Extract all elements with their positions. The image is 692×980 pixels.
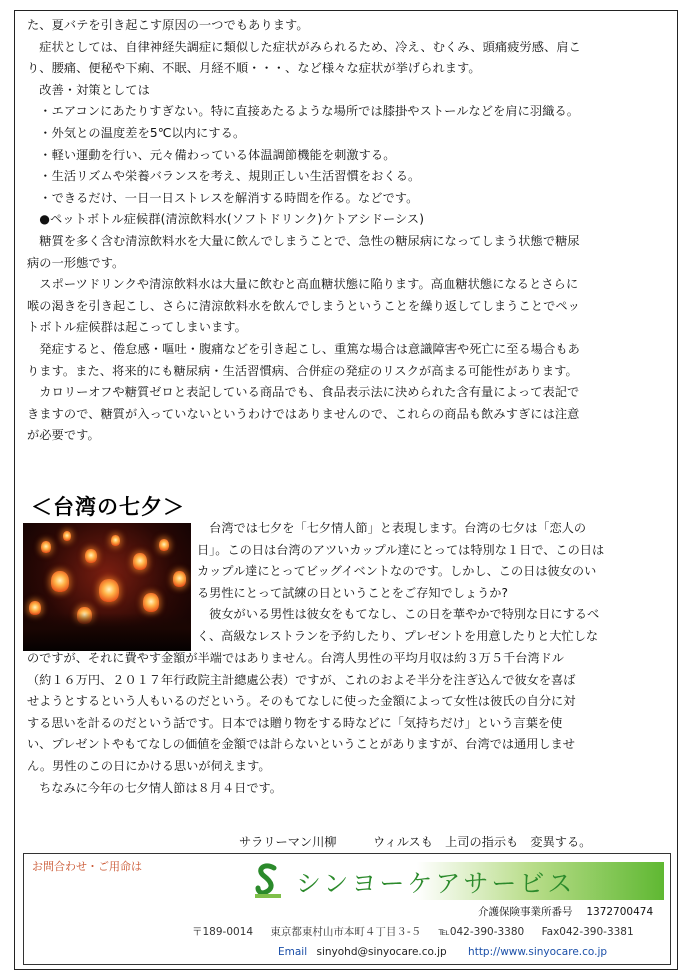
lantern-icon	[99, 579, 119, 602]
email-link[interactable]: sinyohd@sinyocare.co.jp	[316, 946, 447, 958]
paragraph-line: た、夏バテを引き起こす原因の一つでもあります。	[27, 18, 309, 32]
paragraph-line: ・できるだけ、一日一日ストレスを解消する時間を作る。などです。	[27, 190, 419, 205]
section-heading-taiwan-tanabata: ＜台湾の七夕＞	[31, 495, 185, 519]
paragraph-line: （約１６万円、２０１７年行政院主計總處公表）ですが、これのおよそ半分を注ぎ込んで彼女を喜ば	[27, 672, 576, 687]
paragraph-line: ちなみに今年の七夕情人節は８月４日です。	[27, 780, 282, 795]
contact-box	[23, 853, 671, 965]
sky-lantern-photo	[23, 523, 191, 651]
lantern-icon	[111, 535, 120, 546]
salaryman-senryu: サラリーマン川柳 ウィルスも 上司の指示も 変異する。	[239, 835, 592, 849]
paragraph-line: 日」。この日は台湾のアツいカップル達にとっては特別な１日で、この日は	[197, 542, 605, 557]
paragraph-line: 改善・対策としては	[27, 82, 150, 97]
postal-code: 〒189-0014	[192, 926, 254, 938]
registration-number: 介護保険事業所番号 1372700474	[478, 906, 654, 918]
article-section-1	[27, 15, 669, 447]
paragraph-line: のですが、それに費やす金額が半端ではありません。台湾人男性の平均月収は約３万５千台湾ドル	[27, 651, 564, 665]
paragraph-line: せようとするという人もいるのだという。そのもてなしに使った金額によって女性は彼氏の自分に対	[27, 694, 576, 709]
paragraph-line: きますので、糖質が入っていないというわけではありませんので、これらの商品も飲みすぎには注意	[27, 406, 580, 421]
email-label: Email	[278, 946, 308, 958]
paragraph-line: り、腰痛、便秘や下痢、不眠、月経不順・・・、など様々な症状が挙げられます。	[27, 61, 481, 76]
paragraph-line: く、高級なレストランを予約したり、プレゼントを用意したりと大忙しな	[197, 628, 599, 643]
fax-number: Fax042-390-3381	[541, 926, 634, 938]
paragraph-line: スポーツドリンクや清涼飲料水は大量に飲むと高血糖状態に陥ります。高血糖状態になるとさらに	[27, 277, 579, 292]
lantern-icon	[85, 549, 97, 563]
article-section-2-wrap	[197, 518, 669, 648]
lantern-icon	[51, 571, 69, 592]
paragraph-line: 糖質を多く含む清涼飲料水を大量に飲んでしまうことで、急性の糖尿病になってしまう状態で糖尿	[27, 233, 580, 248]
paragraph-line: る男性にとって試練の日ということをご存知でしょうか?	[197, 585, 508, 600]
lantern-icon	[173, 571, 186, 587]
paragraph-line: ・エアコンにあたりすぎない。特に直接あたるような場所では膝掛やストールなどを肩に羽織る。	[27, 104, 580, 119]
brand-banner	[284, 862, 664, 900]
paragraph-line: カップル達にとってビッグイベントなのです。しかし、この日は彼女のい	[197, 564, 597, 579]
paragraph-line: ・外気との温度差を5℃以内にする。	[27, 125, 246, 140]
article-section-2-full	[27, 648, 675, 799]
lantern-icon	[133, 553, 147, 570]
lantern-icon	[143, 593, 159, 612]
paragraph-line: 台湾では七夕を「七夕情人節」と表現します。台湾の七夕は「恋人の	[197, 521, 587, 535]
paragraph-line: 症状としては、自律神経失調症に類似した症状がみられるため、冷え、むくみ、頭痛疲労感、肩こ	[27, 39, 581, 54]
paragraph-line: ん。男性のこの日にかける思いが伺えます。	[27, 758, 271, 773]
paragraph-line: ・軽い運動を行い、元々備わっている体温調節機能を刺激する。	[27, 147, 396, 162]
paragraph-line: トボトル症候群は起こってしまいます。	[27, 320, 247, 335]
paragraph-line: カロリーオフや糖質ゼロと表記している商品でも、食品表示法に決められた含有量によって表記で	[27, 385, 580, 400]
crowd-silhouette	[23, 613, 191, 651]
paragraph-line: 彼女がいる男性は彼女をもてなし、この日を華やかで特別な日にするべ	[197, 607, 600, 622]
contact-label: お問合わせ・ご用命は	[32, 860, 142, 873]
address-line	[192, 924, 648, 939]
lantern-icon	[41, 541, 51, 553]
company-logo-icon	[252, 860, 284, 900]
paragraph-line: が必要です。	[27, 428, 100, 443]
paragraph-line: ります。また、将来的にも糖尿病・生活習慣病、合併症の発症のリスクが高まる可能性があります。	[27, 363, 578, 378]
phone-number: ℡042-390-3380	[438, 926, 525, 938]
paragraph-line: い、プレゼントやもてなしの価値を金額では計らないということがありますが、台湾では通用しませ	[27, 737, 575, 752]
paragraph-line: ・生活リズムや栄養バランスを考え、規則正しい生活習慣をおくる。	[27, 169, 421, 184]
page-frame	[14, 10, 678, 970]
paragraph-line: 病の一形態です。	[27, 255, 125, 270]
paragraph-line: 喉の渇きを引き起こし、さらに清涼飲料水を飲んでしまうということを繰り返してしまうことでペッ	[27, 298, 580, 313]
lantern-icon	[63, 531, 71, 541]
paragraph-line: する思いを計るのだという話です。日本では贈り物をする時などに「気持ちだけ」という言葉を使	[27, 715, 563, 730]
paragraph-line: 発症すると、倦怠感・嘔吐・腹痛などを引き起こし、重篤な場合は意識障害や死亡に至る場合もあ	[27, 341, 580, 356]
web-contact-line	[278, 946, 607, 958]
website-link[interactable]: http://www.sinyocare.co.jp	[468, 946, 608, 958]
company-name: シンヨーケアサービス	[296, 869, 576, 898]
lantern-icon	[159, 539, 169, 551]
paragraph-line: ●ペットボトル症候群(清涼飲料水(ソフトドリンク)ケトアシドーシス)	[27, 212, 425, 227]
street-address: 東京都東村山市本町４丁目３-５	[270, 926, 422, 938]
